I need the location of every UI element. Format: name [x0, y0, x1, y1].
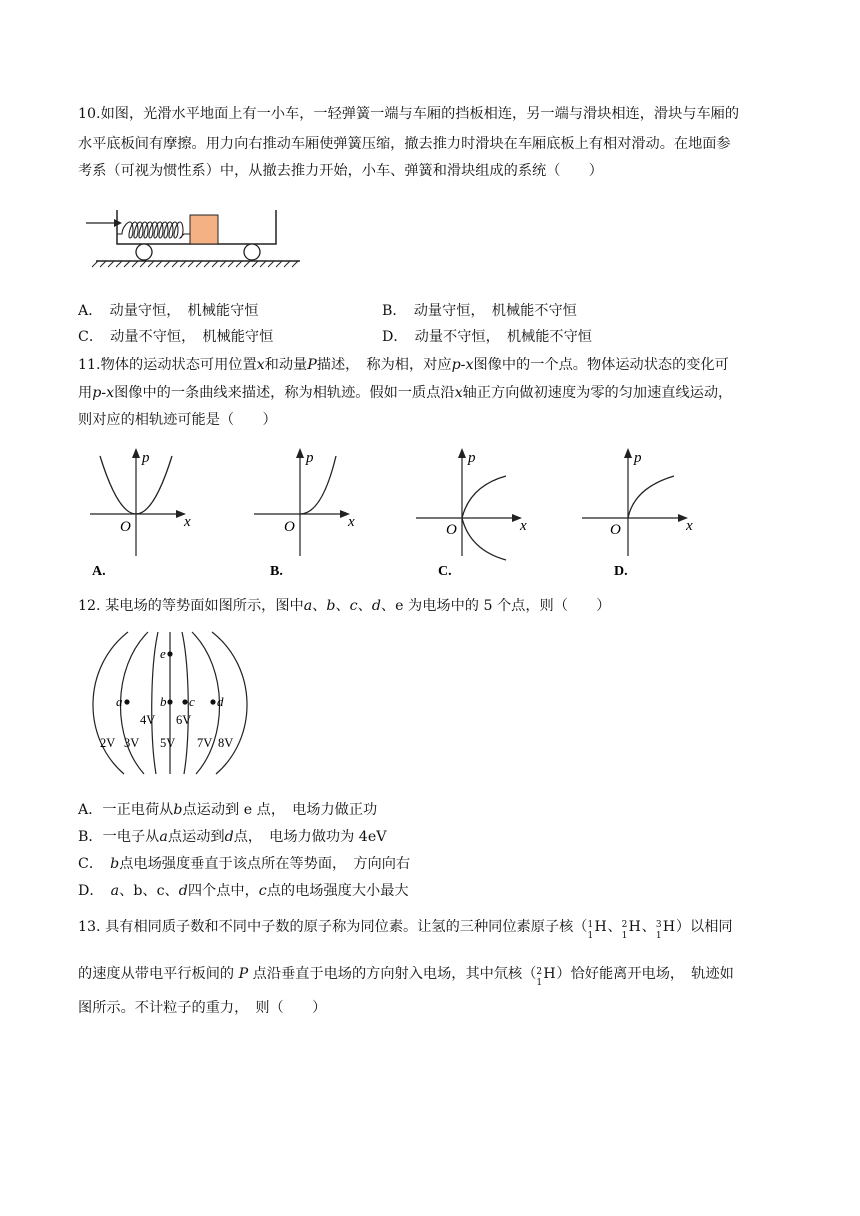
q11-line-3: 则对应的相轨迹可能是（ ）	[78, 412, 277, 428]
origin-label: O	[446, 522, 457, 538]
q12-option-a[interactable]: A．一正电荷从b点运动到 e 点， 电场力做正功	[78, 802, 378, 818]
isotope-deuterium-inline: 2 1 H	[536, 966, 556, 988]
q10-option-d[interactable]: D． 动量不守恒， 机械能不守恒	[382, 329, 592, 345]
isotope-deuterium: 2 1 H	[621, 919, 641, 941]
cart-spring-figure	[84, 200, 304, 272]
point-b-label: b	[160, 694, 167, 709]
origin-label: O	[610, 522, 621, 538]
point-c-label: c	[189, 694, 195, 709]
axis-x-label: x	[184, 514, 191, 530]
graph-label-c: C.	[438, 564, 452, 579]
graph-c[interactable]	[412, 446, 532, 580]
label-2v: 2V	[100, 736, 116, 750]
q10-option-a[interactable]: A． 动量守恒， 机械能守恒	[78, 303, 259, 319]
graph-label-a: A.	[92, 564, 106, 579]
axis-x-label: x	[348, 514, 355, 530]
label-7v: 7V	[197, 736, 213, 750]
q12-option-c[interactable]: C． b点电场强度垂直于该点所在等势面， 方向向右	[78, 856, 411, 872]
label-3v: 3V	[124, 736, 140, 750]
point-d-label: d	[217, 694, 224, 709]
isotope-tritium: 3 1 H	[655, 919, 676, 941]
q12-option-b[interactable]: B．一电子从a点运动到d点， 电场力做功为 4eV	[78, 829, 387, 845]
axis-x-label: x	[686, 518, 693, 534]
label-5v: 5V	[160, 736, 176, 750]
graph-b[interactable]	[250, 446, 360, 580]
axis-p-label: p	[142, 450, 150, 466]
axis-p-label: p	[306, 450, 314, 466]
label-6v: 6V	[176, 713, 192, 727]
q10-line-1: 10.如图，光滑水平地面上有一小车，一轻弹簧一端与车厢的挡板相连，另一端与滑块相连，滑块与车厢的	[78, 106, 740, 122]
q12-option-d[interactable]: D． a、b、c、d四个点中，c点的电场强度大小最大	[78, 883, 409, 899]
point-a-label: a	[116, 694, 123, 709]
q11-line-2: 用p-x图像中的一条曲线来描述，称为相轨迹。假如一质点沿x轴正方向做初速度为零的匀加速直线运动，	[78, 385, 733, 401]
graph-d[interactable]	[578, 446, 698, 580]
q13-line-3: 图所示。不计粒子的重力， 则（ ）	[78, 1000, 327, 1016]
origin-label: O	[120, 519, 131, 535]
q13-line-2: 的速度从带电平行板间的 P 点沿垂直于电场的方向射入电场，其中氘核（ 2 1 H ）恰好能离开电场， 轨迹如	[78, 966, 734, 988]
equipotential-figure	[86, 628, 256, 778]
point-e-label: e	[160, 646, 166, 661]
isotope-protium: 1 1 H	[587, 919, 607, 941]
q11-line-1: 11.物体的运动状态可用位置x和动量P描述， 称为相，对应p-x图像中的一个点。物体运动状态的变化可	[78, 357, 729, 373]
axis-p-label: p	[468, 450, 476, 466]
q10-option-c[interactable]: C． 动量不守恒， 机械能守恒	[78, 329, 274, 345]
q13-line-1: 13. 具有相同质子数和不同中子数的原子称为同位素。让氢的三种同位素原子核（ 1 1 H 、 2 1 H 、 3 1 H ）以相同	[78, 919, 733, 941]
graph-label-b: B.	[270, 564, 283, 579]
origin-label: O	[284, 519, 295, 535]
axis-p-label: p	[634, 450, 642, 466]
q10-option-b[interactable]: B． 动量守恒， 机械能不守恒	[382, 303, 577, 319]
graph-label-d: D.	[614, 564, 628, 579]
axis-x-label: x	[520, 518, 527, 534]
q12-stem: 12. 某电场的等势面如图所示，图中a、b、c、d、e 为电场中的 5 个点，则（ ）	[78, 598, 611, 614]
q10-line-3: 考系（可视为惯性系）中，从撤去推力开始，小车、弹簧和滑块组成的系统（ ）	[78, 163, 603, 179]
label-8v: 8V	[218, 736, 234, 750]
graph-a[interactable]	[86, 446, 196, 580]
label-4v: 4V	[140, 713, 156, 727]
q10-line-2: 水平底板间有摩擦。用力向右推动车厢使弹簧压缩，撤去推力时滑块在车厢底板上有相对滑动。在地面参	[78, 136, 731, 152]
